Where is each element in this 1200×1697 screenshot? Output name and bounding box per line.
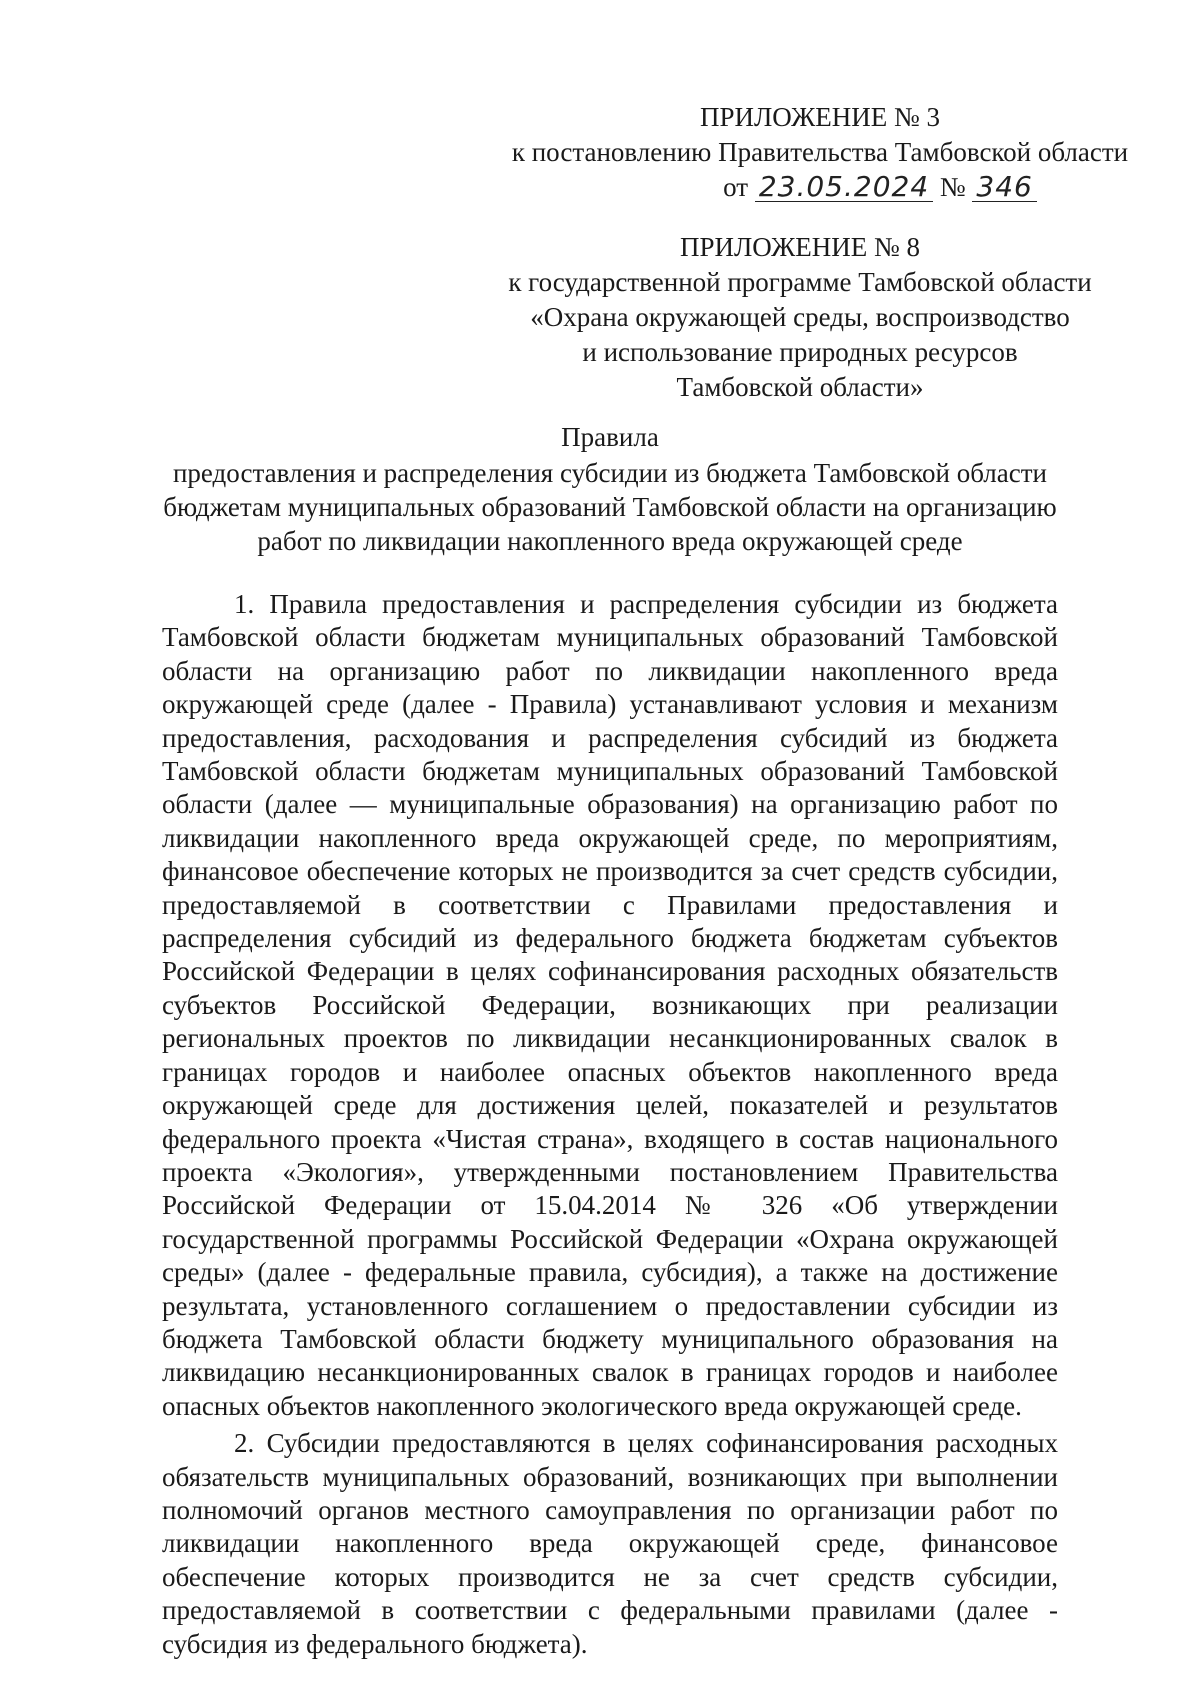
- appendix-8-line: «Охрана окружающей среды, воспроизводство: [530, 302, 1070, 332]
- date-prefix: от: [723, 172, 749, 202]
- appendix-3-to-line: к постановлению Правительства Тамбовской области: [511, 137, 1129, 167]
- handwritten-date: 23.05.2024: [755, 173, 933, 202]
- appendix-8-line: и использование природных ресурсов: [582, 337, 1018, 367]
- appendix-3-heading: ПРИЛОЖЕНИЕ № 3: [699, 102, 941, 132]
- paragraph-1: 1. Правила предоставления и распределения субсидии из бюджета Тамбовской области бюджетам муниципальных образований Тамбовской области на организацию работ по ликвидации накопленного вреда окружающей среде (далее - Правила) устанавливают условия и механизм предоставления, расходования и распределения субсидий из бюджета Тамбовской области бюджетам муниципальных образований Тамбовской области (далее — муниципальные образования) на организацию работ по ликвидации накопленного вреда окружающей среде, по мероприятиям, финансовое обеспечение которых не производится за счет средств субсидии, предоставляемой в соответствии с Правилами предоставления и распределения субсидий из федерального бюджета бюджетам субъектов Российской Федерации в целях софинансирования расходных обязательств субъектов Российской Федерации, возникающих при реализации региональных проектов по ликвидации несанкционированных свалок в границах городов и наиболее опасных объектов накопленного вреда окружающей среде для достижения целей, показателей и результатов федерального проекта «Чистая страна», входящего в состав национального проекта «Экология», утвержденными постановлением Правительства Российской Федерации от 15.04.2014 № 326 «Об утверждении государственной программы Российской Федерации «Охрана окружающей среды» (далее - федеральные правила, субсидия), а также на достижение результата, установленного соглашением о предоставлении субсидии из бюджета Тамбовской области бюджету муниципального образования на ликвидацию несанкционированных свалок в границах городов и наиболее опасных объектов накопленного экологического вреда окружающей среде.: [162, 589, 1058, 1421]
- document-title: [160, 420, 1060, 558]
- handwritten-number: 346: [972, 173, 1036, 202]
- document-body: [162, 588, 1058, 1665]
- title-word: Правила: [561, 422, 659, 452]
- title-line: бюджетам муниципальных образований Тамбовской области на организацию: [163, 492, 1057, 522]
- appendix-8-block: [440, 230, 1160, 405]
- appendix-8-heading: ПРИЛОЖЕНИЕ № 8: [679, 232, 921, 262]
- number-prefix: №: [939, 172, 966, 202]
- appendix-3-block: [480, 100, 1160, 205]
- title-line: работ по ликвидации накопленного вреда окружающей среде: [257, 526, 963, 556]
- appendix-3-date-line: [480, 170, 1160, 205]
- paragraph-2: 2. Субсидии предоставляются в целях софинансирования расходных обязательств муниципальных образований, возникающих при выполнении полномочий органов местного самоуправления по организации работ по ликвидации накопленного вреда окружающей среде, финансовое обеспечение которых производится не за счет средств субсидии, предоставляемой в соответствии с федеральными правилами (далее - субсидия из федерального бюджета).: [162, 1428, 1058, 1659]
- title-line: предоставления и распределения субсидии из бюджета Тамбовской области: [172, 458, 1047, 488]
- appendix-8-line: к государственной программе Тамбовской области: [508, 267, 1092, 297]
- appendix-8-line: Тамбовской области»: [676, 372, 924, 402]
